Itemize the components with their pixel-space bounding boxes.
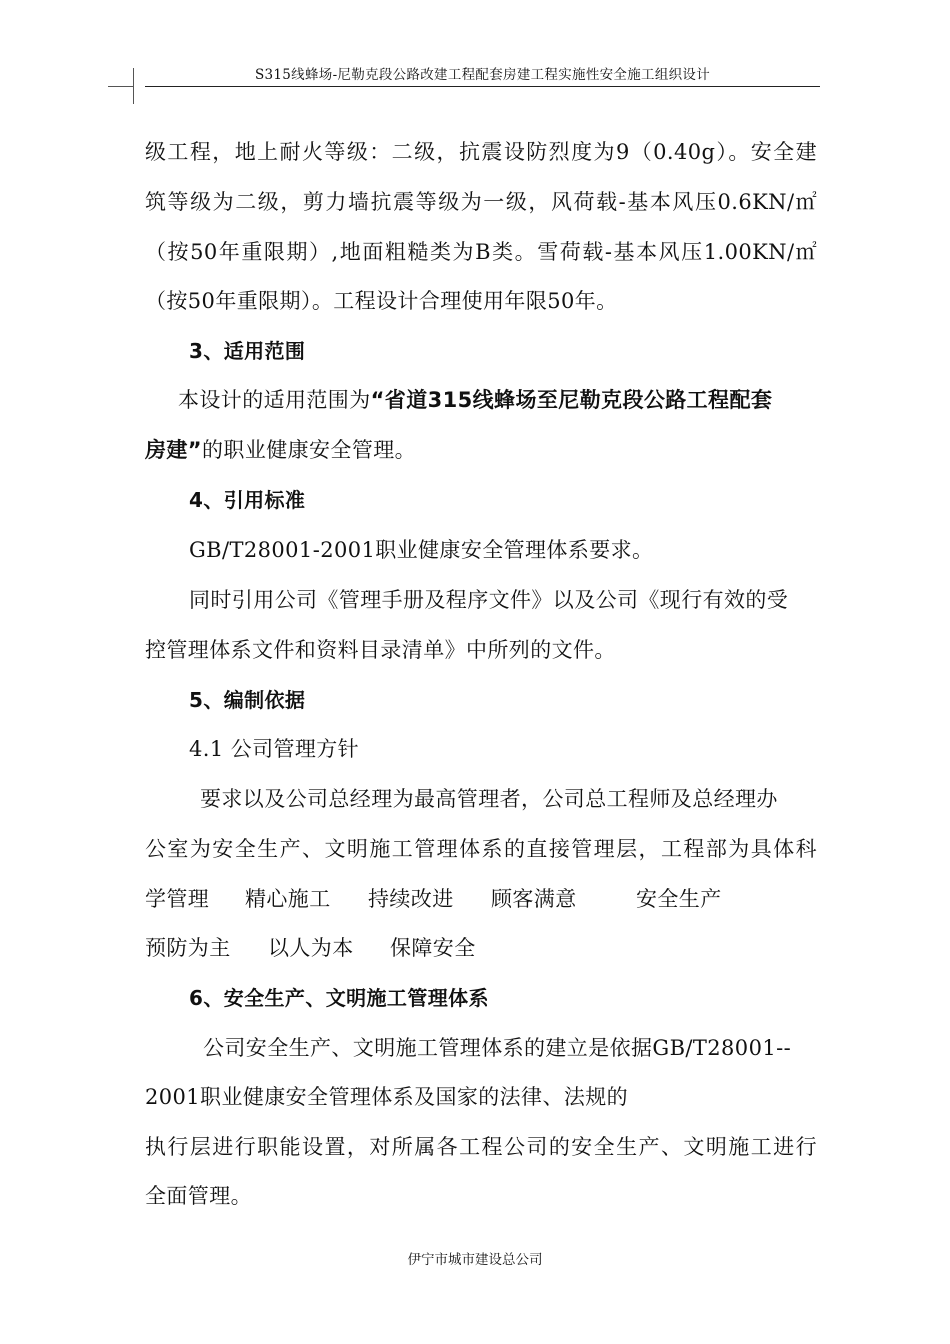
header-rule (145, 86, 820, 87)
section-heading-5: 5、编制依据 (189, 688, 306, 712)
paragraph-line (145, 435, 825, 465)
paragraph-line: 同时引用公司《管理手册及程序文件》以及公司《现行有效的受 (189, 588, 789, 612)
footer-company: 伊宁市城市建设总公司 (407, 1252, 543, 1268)
header-title: S315线蜂场-尼勒克段公路改建工程配套房建工程实施性安全施工组织设计 (254, 67, 711, 83)
paragraph-line: 公室为安全生产、文明施工管理体系的直接管理层，工程部为具体科 (145, 837, 817, 861)
paragraph-line: 2001职业健康安全管理体系及国家的法律、法规的 (145, 1085, 629, 1109)
policy-item: 预防为主 (145, 936, 231, 960)
policy-item: 精心施工 (245, 887, 331, 911)
paragraph-line: （按50年重限期）。工程设计合理使用年限50年。 (145, 289, 618, 313)
section-heading-4: 4、引用标准 (189, 488, 306, 512)
policy-item: 以人为本 (268, 936, 354, 960)
paragraph-line: 全面管理。 (145, 1184, 252, 1208)
crop-mark-horizontal (108, 86, 134, 87)
policy-item: 学管理 (145, 887, 210, 911)
scope-project-name-end: 房建” (145, 438, 203, 462)
subsection-heading: 4.1 公司管理方针 (189, 737, 360, 761)
policy-item: 持续改进 (368, 887, 454, 911)
section-heading-6: 6、安全生产、文明施工管理体系 (189, 986, 489, 1010)
scope-project-name: “省道315线蜂场至尼勒克段公路工程配套 (370, 388, 773, 412)
paragraph-line: 公司安全生产、文明施工管理体系的建立是依据GB/T28001-- (203, 1036, 792, 1060)
policy-item: 安全生产 (636, 887, 722, 911)
scope-text-lead: 本设计的适用范围为 (178, 388, 371, 412)
paragraph-line: 级工程，地上耐火等级：二级，抗震设防烈度为9（0.40g）。安全建 (145, 140, 817, 164)
paragraph-line: 要求以及公司总经理为最高管理者，公司总工程师及总经理办 (200, 787, 778, 811)
policy-item: 顾客满意 (491, 887, 577, 911)
paragraph-line: 控管理体系文件和资料目录清单》中所列的文件。 (145, 638, 616, 662)
paragraph-line (178, 385, 858, 415)
paragraph-line: GB/T28001-2001职业健康安全管理体系要求。 (189, 538, 654, 562)
section-heading-3: 3、适用范围 (189, 339, 306, 363)
paragraph-line: 筑等级为二级，剪力墙抗震等级为一级，风荷载-基本风压0.6KN/㎡ (145, 190, 817, 214)
policy-item: 保障安全 (390, 936, 476, 960)
paragraph-line: 执行层进行职能设置，对所属各工程公司的安全生产、文明施工进行 (145, 1135, 817, 1159)
paragraph-line: （按50年重限期）,地面粗糙类为B类。雪荷载-基本风压1.00KN/㎡ (145, 240, 817, 264)
scope-text-tail: 的职业健康安全管理。 (202, 438, 417, 462)
